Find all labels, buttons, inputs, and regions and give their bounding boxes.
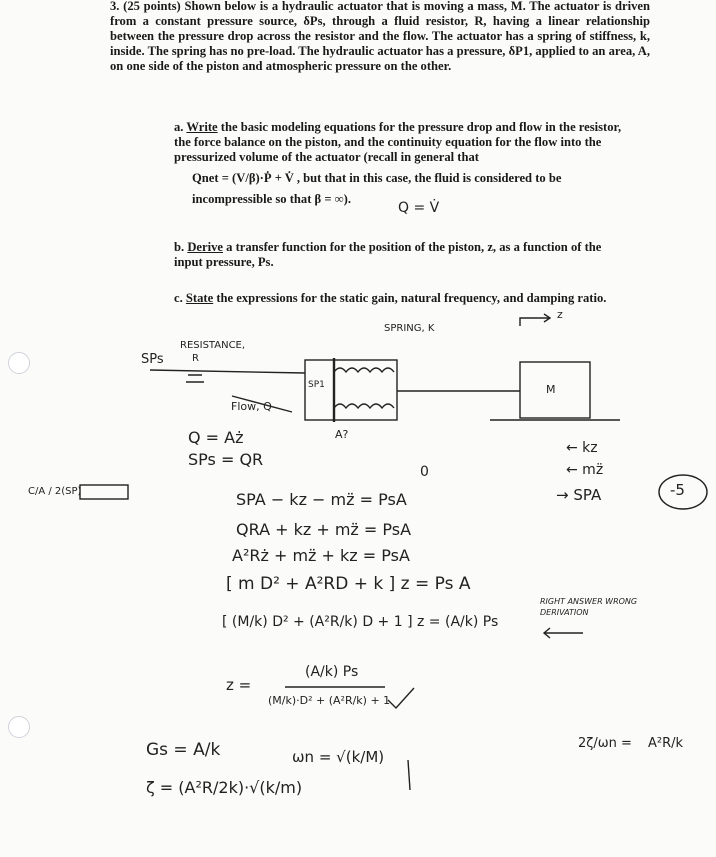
part-a-eq: Qnet = (V/β)·Ṗ + V̇ , but that in this case, the fluid is considered to be [192, 171, 562, 185]
tf-numerator: (A/k) Ps [305, 664, 359, 680]
area-label: A? [335, 428, 349, 441]
tf-denominator: (M/k)·D² + (A²R/k) + 1 [268, 694, 391, 707]
problem-number: 3. [110, 0, 120, 13]
force-balance-1: SPA − kz − mz̈ = PsA [236, 490, 407, 509]
eq-flow-area: Q = Aż [188, 428, 244, 447]
zero-mark: 0 [420, 464, 429, 480]
eq-pressure-drop: SPs = QR [188, 450, 264, 469]
normalized-form: [ (M/k) D² + (A²R/k) D + 1 ] z = (A/k) Ps [222, 614, 499, 630]
damping-ratio: ζ = (A²R/2k)·√(k/m) [146, 778, 303, 797]
part-a-text: the basic modeling equations for the pressure drop and flow in the resistor, the force balance on the piston, and the continuity equation for the flow into the pressurized volume of the actuator (recall in general that [174, 120, 622, 164]
z-arrow-label: z [557, 308, 563, 321]
force-balance-3: A²Rż + mz̈ + kz = PsA [232, 546, 410, 565]
damping-rhs: A²R/k [648, 736, 684, 751]
fbd-spring-force: ← kz [566, 440, 598, 456]
static-gain: Gs = A/k [146, 740, 221, 760]
part-c-letter: c. [174, 291, 183, 305]
sps-label: SPs [141, 352, 164, 367]
mass-label: M [546, 383, 556, 396]
natural-frequency: ωn = √(k/M) [292, 748, 385, 766]
part-a-tail: incompressible so that β = ∞). [192, 192, 351, 206]
margin-note: C/A / 2(SP) [28, 486, 82, 497]
fbd-inertia-force: ← mz̈ [566, 462, 604, 478]
sp1-label: SP1 [308, 380, 325, 390]
resistance-r: R [192, 353, 199, 364]
continuity-note: Q = V̇ [398, 200, 440, 216]
spring-label: SPRING, K [384, 323, 435, 334]
part-b-letter: b. [174, 240, 185, 254]
part-b-verb: Derive [187, 240, 223, 254]
operator-form: [ m D² + A²RD + k ] z = Ps A [226, 574, 471, 594]
part-a-verb: Write [186, 120, 218, 134]
score-deduction: -5 [670, 481, 685, 499]
part-c-verb: State [185, 291, 214, 305]
grader-comment: RIGHT ANSWER WRONG DERIVATION [540, 597, 638, 617]
part-a-letter: a. [174, 120, 184, 134]
tf-lhs: z = [226, 676, 252, 694]
damping-lhs: 2ζ/ωn = [578, 736, 632, 751]
part-c-text: the expressions for the static gain, natural frequency, and damping ratio. [213, 291, 607, 305]
resistance-label: RESISTANCE, [180, 340, 246, 351]
flow-label: Flow, Q [231, 400, 272, 413]
part-b-text: a transfer function for the position of the piston, z, as a function of the input pressure, Ps. [174, 240, 602, 269]
problem-points: (25 points) [123, 0, 181, 13]
fbd-pressure-force: → SPA [556, 486, 602, 504]
force-balance-2: QRA + kz + mz̈ = PsA [236, 520, 412, 539]
problem-intro: Shown below is a hydraulic actuator that is moving a mass, M. The actuator is driven from a constant pressure source, δPs, through a fluid resistor, R, having a linear relationship between the pressure drop across the resistor and the flow. The actuator has a spring of stiffness, k, inside. The spring has no pre-load. The hydraulic actuator has a pressure, δP1, applied to an area, A, on one side of the piston and atmospheric pressure on the other. [110, 0, 650, 73]
